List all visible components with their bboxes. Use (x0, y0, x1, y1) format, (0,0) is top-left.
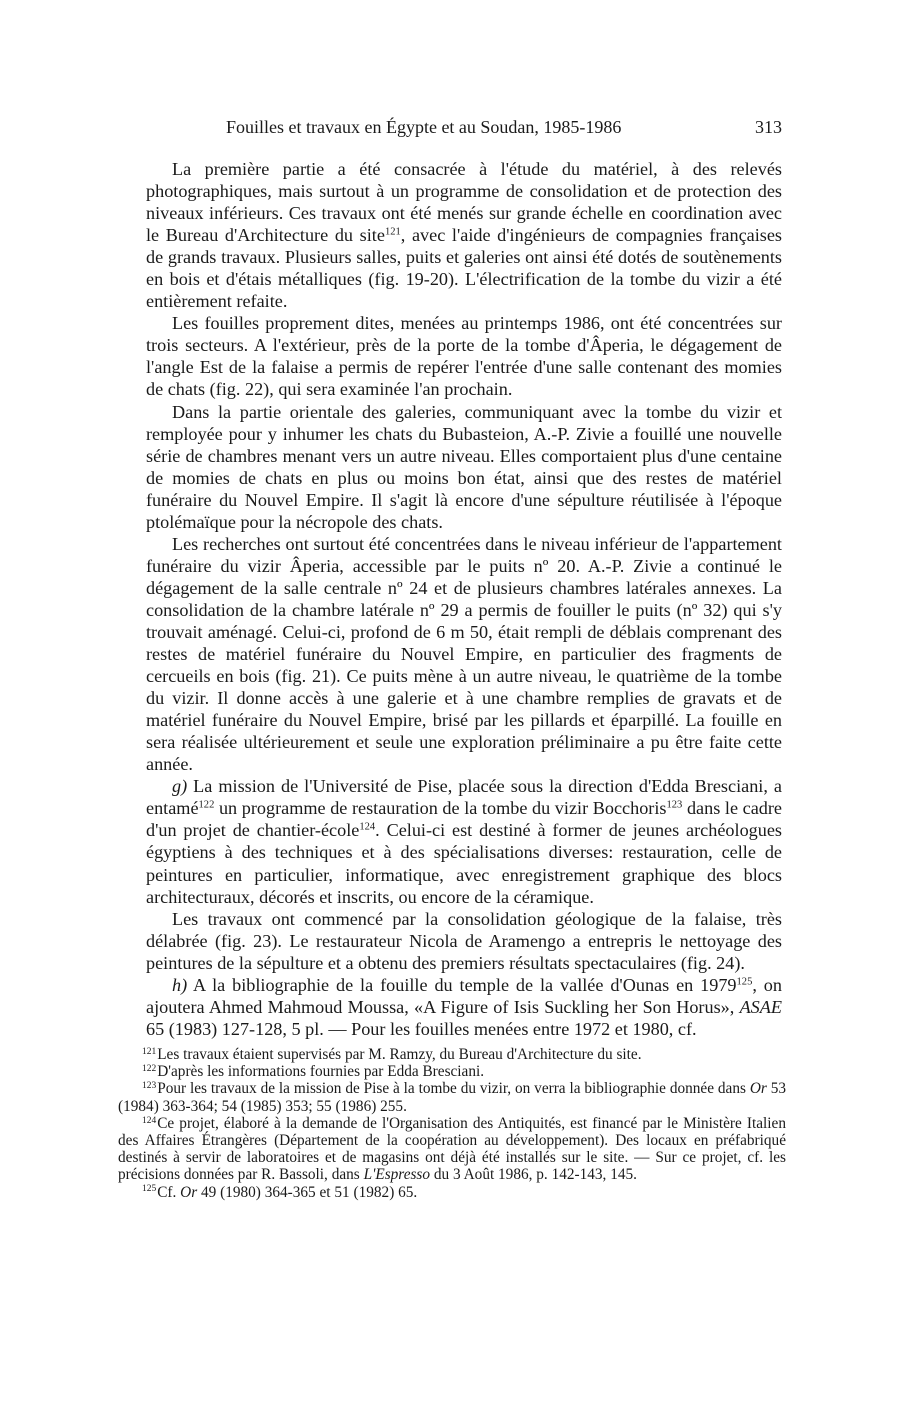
paragraph-5-text-d: . Celui-ci est destiné à former de jeunes archéologues égyptiens à des techniques et à des spécialisations diverses: restauration, celle de peintures en particulier, informatique, avec enregistrement graphique des blocs architecturaux, décorés et inscrits, ou encore de la céramique. (146, 820, 782, 907)
footnote-ref-122: 122 (198, 800, 215, 812)
paragraph-7 (146, 974, 782, 1040)
section-label-h: h) (172, 974, 188, 995)
paragraph-5-text-c: dans le cadre d'un projet de chantier-école (146, 798, 782, 841)
footnote-number: 125 (142, 1184, 157, 1195)
main-text (146, 158, 782, 1040)
journal-or: Or (180, 1183, 198, 1201)
paragraph-1 (146, 158, 782, 312)
paragraph-2: Les fouilles proprement dites, menées au printemps 1986, ont été concentrées sur trois secteurs. A l'extérieur, près de la porte de la tombe d'Âperia, le dégagement de l'angle Est de la falaise a permis de repérer l'entrée d'une salle contenant des momies de chats (fig. 22), qui sera examinée l'an prochain. (146, 313, 782, 400)
footnote-ref-125: 125 (736, 976, 753, 988)
footnote-123 (118, 1080, 786, 1114)
paragraph-7-text-b: , on ajoutera Ahmed Mahmoud Moussa, «A Figure of Isis Suckling her Son Horus», (146, 974, 782, 1017)
paragraph-6: Les travaux ont commencé par la consolidation géologique de la falaise, très délabrée (fig. 23). Le restaurateur Nicola de Aramengo a entrepris le nettoyage des peintures de la sépulture et a obtenu des premiers résultats spectaculaires (fig. 24). (146, 908, 782, 973)
footnote-text: Pour les travaux de la mission de Pise à la tombe du vizir, on verra la bibliographie donnée dans (157, 1080, 750, 1098)
footnote-text: 53 (1984) 363-364; 54 (1985) 353; 55 (1986) 255. (118, 1080, 786, 1115)
paragraph-5 (146, 775, 782, 907)
footnote-number: 122 (142, 1064, 157, 1074)
footnote-124 (118, 1115, 786, 1184)
footnote-125 (118, 1184, 786, 1201)
footnote-text: du 3 Août 1986, p. 142-143, 145. (430, 1166, 637, 1184)
footnote-text: 49 (1980) 364-365 et 51 (1982) 65. (197, 1183, 418, 1201)
page-number: 313 (755, 117, 782, 137)
paragraph-4: Les recherches ont surtout été concentrées dans le niveau inférieur de l'appartement funéraire du vizir Âperia, accessible par le puits nº 20. A.-P. Zivie a continué le dégagement de la salle centrale nº 24 et de plusieurs chambres latérales annexes. La consolidation de la chambre latérale nº 29 a permis de fouiller le puits (nº 32) qui s'y trouvait aménagé. Celui-ci, profond de 6 m 50, était rempli de déblais comprenant des restes de matériel funéraire du Nouvel Empire, en particulier des fragments de cercueils en bois (fig. 21). Ce puits mène à un autre niveau, le quatrième de la tombe du vizir. Il donne accès à une galerie et à une chambre remplies de gravats et de matériel funéraire du Nouvel Empire, brisé par les pillards et éparpillé. La fouille en sera réalisée ultérieurement et seule une exploration préliminaire a pu être faite cette année. (146, 533, 782, 775)
paragraph-5-text-a: La mission de l'Université de Pise, placée sous la direction d'Edda Bresciani, a entamé (146, 776, 782, 819)
footnote-text: Les travaux étaient supervisés par M. Ramzy, du Bureau d'Architecture du site. (157, 1046, 642, 1063)
footnote-number: 124 (142, 1115, 157, 1126)
section-label-g: g) (172, 776, 188, 797)
footnote-121 (118, 1046, 786, 1063)
paragraph-7-text-a: A la bibliographie de la fouille du temple de la vallée d'Ounas en 1979 (187, 974, 737, 995)
paragraph-7-text-c: 65 (1983) 127-128, 5 pl. — Pour les fouilles menées entre 1972 et 1980, cf. (146, 1018, 697, 1039)
footnote-ref-123: 123 (666, 800, 683, 812)
footnote-text: D'après les informations fournies par Edda Bresciani. (157, 1063, 485, 1081)
journal-or: Or (749, 1080, 767, 1098)
footnote-text: Ce projet, élaboré à la demande de l'Organisation des Antiquités, est financé par le Ministère Italien des Affaires Étrangères (Département de la coopération au développement). Des locaux en préfabriqué destinés à servir de laboratoires et de magasins ont déjà été installés sur le site. — Sur ce projet, cf. les précisions données par R. Bassoli, dans (118, 1114, 786, 1184)
running-title: Fouilles et travaux en Égypte et au Soudan, 1985-1986 (226, 117, 622, 137)
footnote-ref-124: 124 (359, 822, 376, 834)
paragraph-1-text-b: , avec l'aide d'ingénieurs de compagnies françaises de grands travaux. Plusieurs salles, puits et galeries ont ainsi été dotés de soutènements en bois et d'étais métalliques (fig. 19-20). L'électrification de la tombe du vizir a été entièrement refaite. (146, 225, 782, 312)
journal-asae: ASAE (739, 996, 782, 1017)
footnote-number: 121 (142, 1046, 157, 1057)
paragraph-1-text-a: La première partie a été consacrée à l'étude du matériel, à des relevés photographiques, mais surtout à un programme de consolidation et de protection des niveaux inférieurs. Ces travaux ont été menés sur grande échelle en coordination avec le Bureau d'Architecture du site (146, 159, 782, 246)
paragraph-3: Dans la partie orientale des galeries, communiquant avec la tombe du vizir et remployée pour y inhumer les chats du Bubasteion, A.-P. Zivie a fouillé une nouvelle série de chambres menant vers un autre niveau. Elles comportaient plus d'une centaine de momies de chats en plus ou moins bon état, ainsi que des restes de matériel funéraire du Nouvel Empire. Il s'agit là encore d'une sépulture réutilisée à l'époque ptolémaïque pour la nécropole des chats. (146, 401, 782, 532)
paragraph-5-text-b: un programme de restauration de la tombe du vizir Bocchoris (214, 798, 667, 819)
journal-espresso: L'Espresso (363, 1166, 431, 1184)
footnote-ref-121: 121 (384, 226, 401, 238)
footnote-number: 123 (142, 1081, 157, 1092)
footnotes (118, 1046, 786, 1201)
footnote-text: Cf. (157, 1183, 181, 1201)
footnote-122 (118, 1063, 786, 1080)
